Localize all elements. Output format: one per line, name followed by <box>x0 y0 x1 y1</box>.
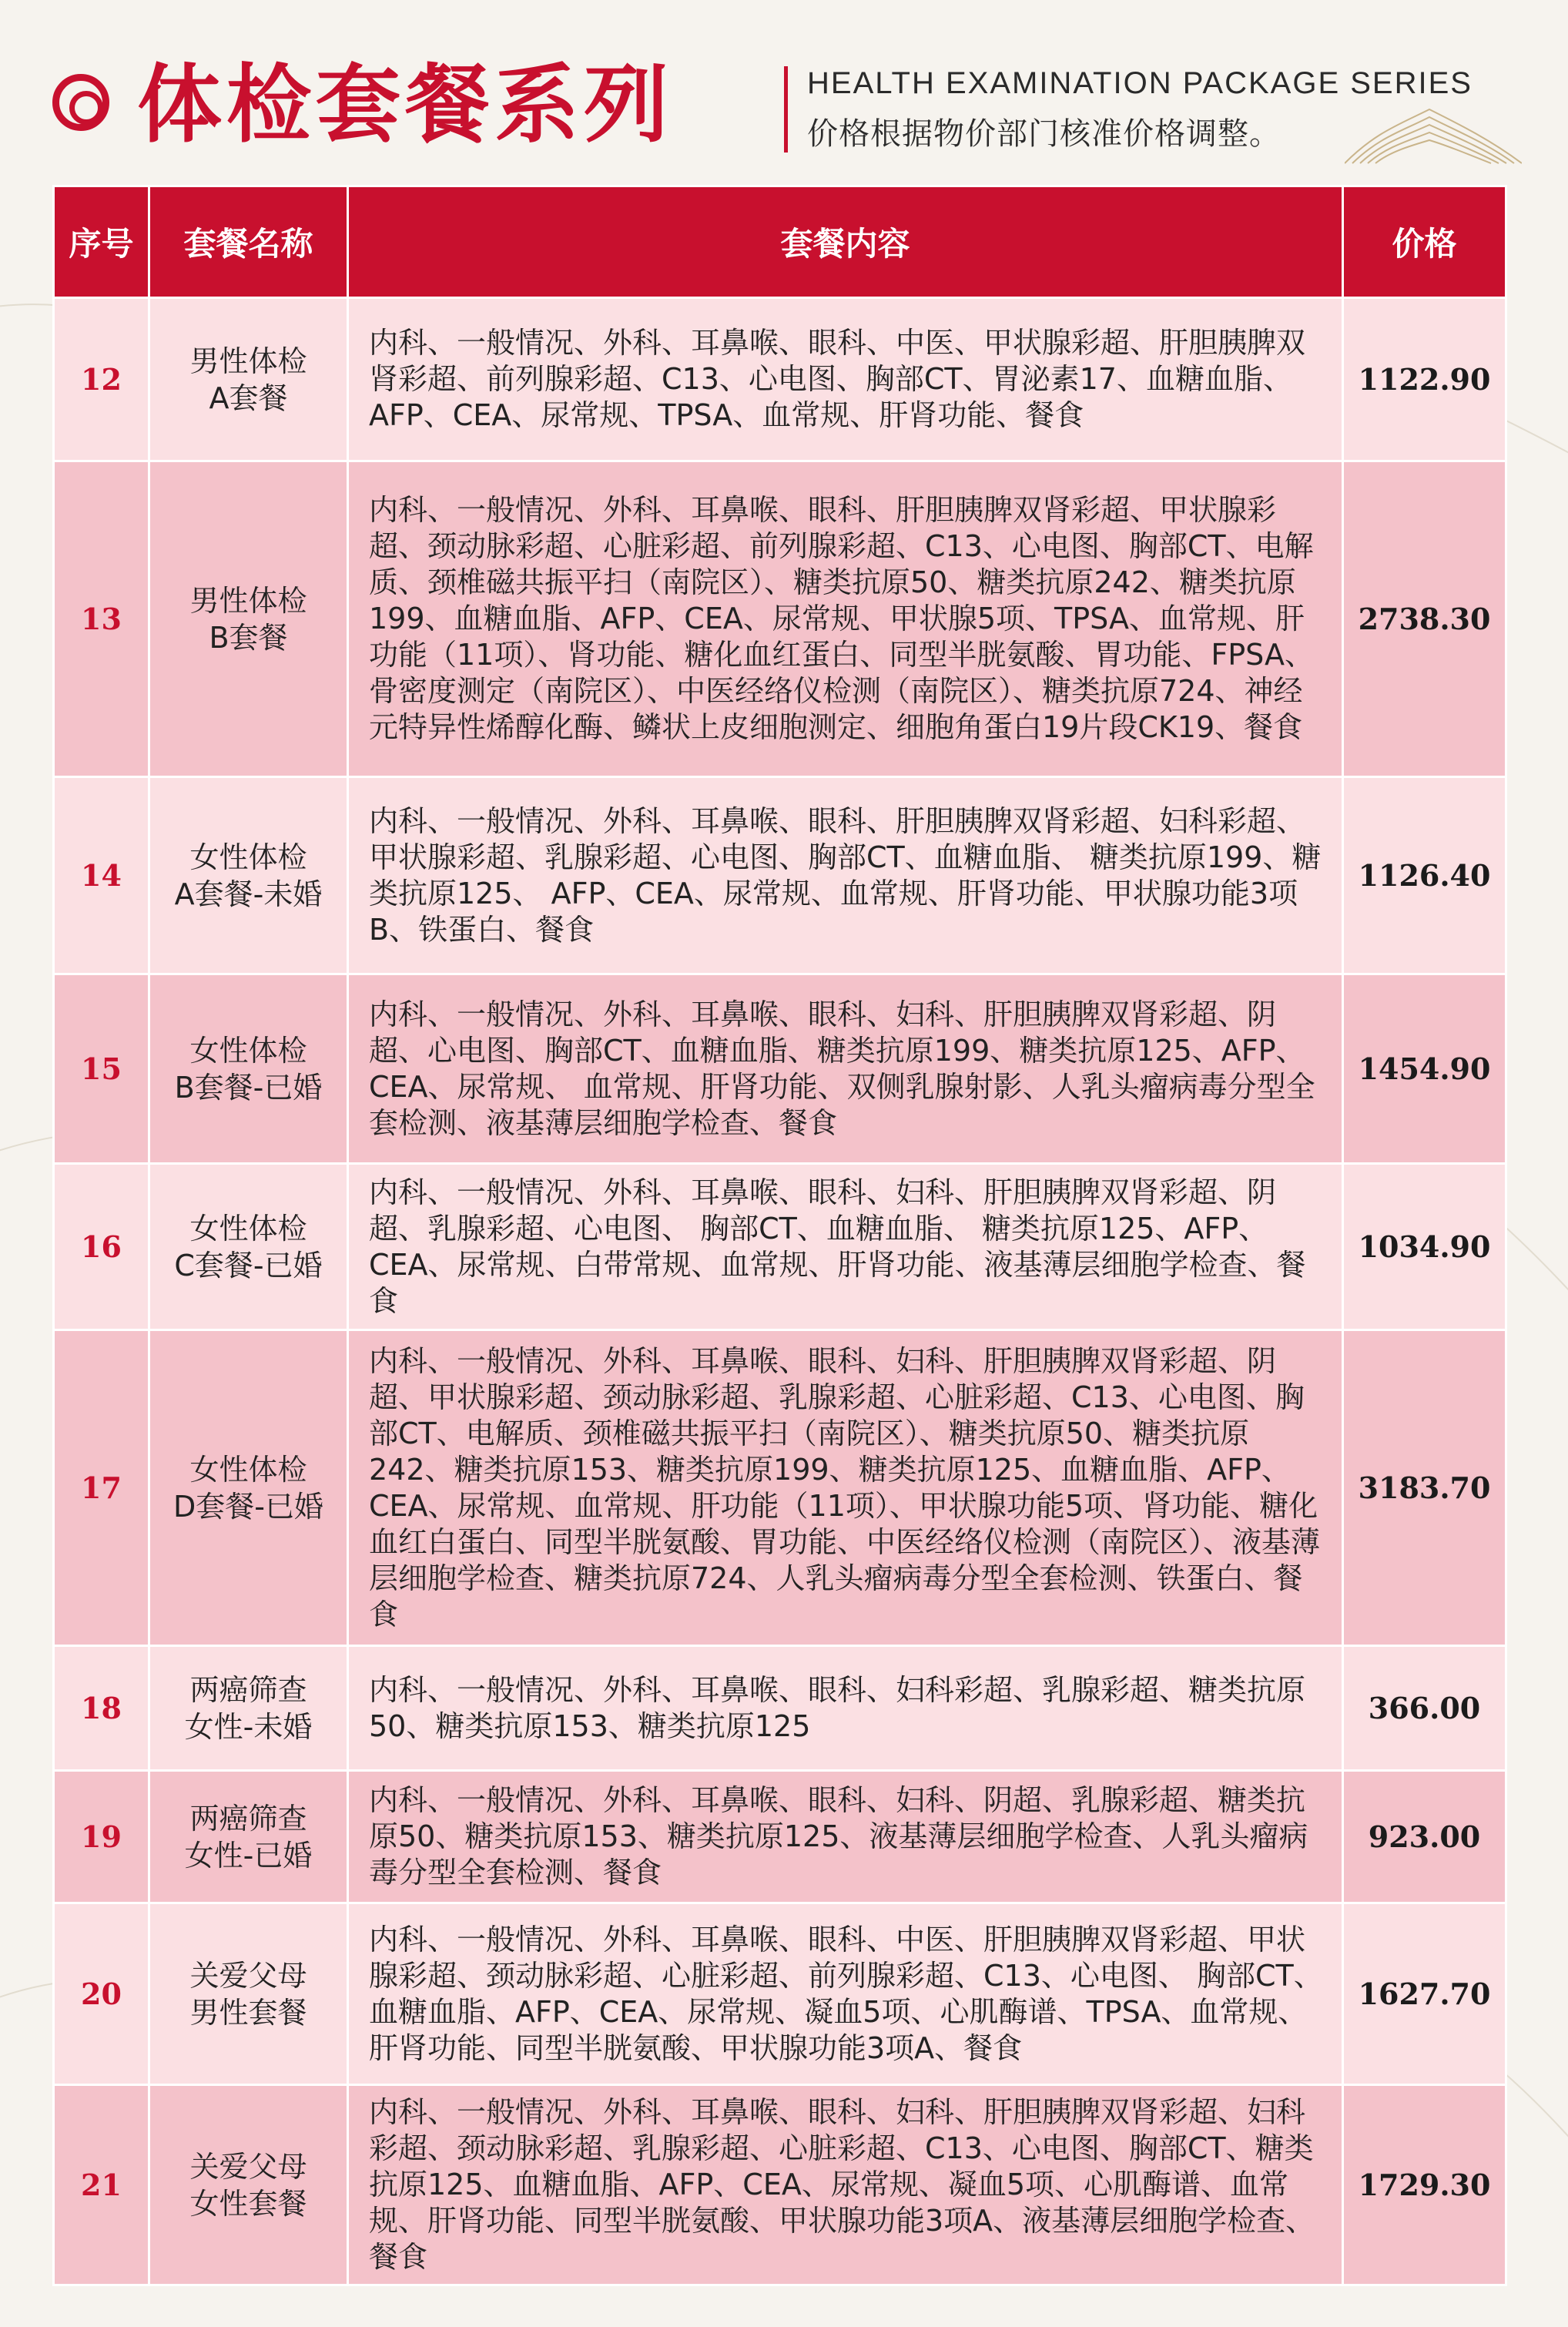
package-name-line: A套餐 <box>209 381 288 415</box>
row-package-name <box>149 1330 348 1646</box>
row-package-name <box>149 1164 348 1330</box>
row-package-name <box>149 1646 348 1771</box>
row-price: 1126.40 <box>1343 777 1506 974</box>
row-price: 1034.90 <box>1343 1164 1506 1330</box>
row-seq: 13 <box>54 461 149 777</box>
column-header-content: 套餐内容 <box>348 186 1343 298</box>
row-package-content: 内科、一般情况、外科、耳鼻喉、眼科、中医、肝胆胰脾双肾彩超、甲状腺彩超、颈动脉彩超、心脏彩超、前列腺彩超、C13、心电图、 胸部CT、血糖血脂、AFP、CEA、尿常规、凝血5项、心肌酶谱、TPSA、血常规、肝肾功能、同型半胱氨酸、甲状腺功能3项A、餐食 <box>348 1903 1343 2085</box>
column-header-price: 价格 <box>1343 186 1506 298</box>
circle-target-icon <box>52 74 109 131</box>
column-header-seq: 序号 <box>54 186 149 298</box>
package-name-line: D套餐-已婚 <box>173 1489 323 1524</box>
row-package-content: 内科、一般情况、外科、耳鼻喉、眼科、妇科、肝胆胰脾双肾彩超、妇科彩超、颈动脉彩超、乳腺彩超、心脏彩超、C13、心电图、胸部CT、糖类抗原125、血糖血脂、AFP、CEA、尿常规、凝血5项、心肌酶谱、血常规、肝肾功能、同型半胱氨酸、甲状腺功能3项A、液基薄层细胞学检查、餐食 <box>348 2085 1343 2285</box>
package-name-line: 两癌筛查 <box>189 1801 307 1836</box>
row-price: 1627.70 <box>1343 1903 1506 2085</box>
row-package-name <box>149 974 348 1164</box>
table-row <box>54 1903 1506 2085</box>
package-name-line: 女性体检 <box>189 1452 307 1487</box>
mountain-decoration-icon <box>1345 86 1522 171</box>
row-price: 923.00 <box>1343 1771 1506 1903</box>
row-package-content: 内科、一般情况、外科、耳鼻喉、眼科、妇科、肝胆胰脾双肾彩超、阴超、心电图、胸部CT、血糖血脂、糖类抗原199、糖类抗原125、AFP、CEA、尿常规、 血常规、肝肾功能、双侧乳腺射影、人乳头瘤病毒分型全套检测、液基薄层细胞学检查、餐食 <box>348 974 1343 1164</box>
row-package-name <box>149 2085 348 2285</box>
row-seq: 18 <box>54 1646 149 1771</box>
row-price: 3183.70 <box>1343 1330 1506 1646</box>
row-seq: 12 <box>54 298 149 461</box>
title-divider <box>784 66 788 153</box>
row-seq: 17 <box>54 1330 149 1646</box>
package-name-line: 男性体检 <box>189 344 307 378</box>
package-name-line: 男性套餐 <box>189 1995 307 2030</box>
package-name-line: 两癌筛查 <box>189 1672 307 1707</box>
table-header-row <box>54 186 1506 298</box>
package-name-line: 女性体检 <box>189 840 307 874</box>
package-name-line: C套餐-已婚 <box>174 1248 323 1283</box>
row-package-content: 内科、一般情况、外科、耳鼻喉、眼科、肝胆胰脾双肾彩超、妇科彩超、甲状腺彩超、乳腺彩超、心电图、胸部CT、血糖血脂、 糖类抗原199、糖类抗原125、 AFP、CEA、尿常规、血常规、肝肾功能、甲状腺功能3项B、铁蛋白、餐食 <box>348 777 1343 974</box>
row-price: 1122.90 <box>1343 298 1506 461</box>
row-package-name <box>149 1903 348 2085</box>
row-price: 2738.30 <box>1343 461 1506 777</box>
package-name-line: A套餐-未婚 <box>174 877 323 911</box>
package-name-line: 女性-未婚 <box>184 1709 313 1744</box>
row-package-name <box>149 298 348 461</box>
package-name-line: B套餐-已婚 <box>174 1070 323 1105</box>
row-seq: 15 <box>54 974 149 1164</box>
package-name-line: 关爱父母 <box>189 1958 307 1993</box>
subtitle-english: HEALTH EXAMINATION PACKAGE SERIES <box>807 66 1473 100</box>
table-row <box>54 2085 1506 2285</box>
package-table <box>52 185 1507 2286</box>
table-row <box>54 298 1506 461</box>
row-package-name <box>149 1771 348 1903</box>
row-package-content: 内科、一般情况、外科、耳鼻喉、眼科、妇科、肝胆胰脾双肾彩超、阴超、乳腺彩超、心电图、 胸部CT、血糖血脂、 糖类抗原125、AFP、CEA、尿常规、白带常规、血常规、肝肾功能、液基薄层细胞学检查、餐食 <box>348 1164 1343 1330</box>
subtitle-note: 价格根据物价部门核准价格调整。 <box>807 116 1281 152</box>
table-row <box>54 777 1506 974</box>
package-name-line: 女性-已婚 <box>184 1838 313 1873</box>
row-package-content: 内科、一般情况、外科、耳鼻喉、眼科、妇科彩超、乳腺彩超、糖类抗原50、糖类抗原153、糖类抗原125 <box>348 1646 1343 1771</box>
column-header-name: 套餐名称 <box>149 186 348 298</box>
table-row <box>54 1646 1506 1771</box>
package-name-line: 男性体检 <box>189 583 307 618</box>
row-seq: 14 <box>54 777 149 974</box>
package-name-line: 女性体检 <box>189 1033 307 1068</box>
row-package-name <box>149 461 348 777</box>
row-seq: 21 <box>54 2085 149 2285</box>
package-name-line: 女性体检 <box>189 1211 307 1246</box>
table-row <box>54 1164 1506 1330</box>
row-price: 1454.90 <box>1343 974 1506 1164</box>
row-package-name <box>149 777 348 974</box>
row-package-content: 内科、一般情况、外科、耳鼻喉、眼科、妇科、肝胆胰脾双肾彩超、阴超、甲状腺彩超、颈动脉彩超、乳腺彩超、心脏彩超、C13、心电图、胸部CT、电解质、颈椎磁共振平扫（南院区）、糖类抗原50、糖类抗原242、糖类抗原153、糖类抗原199、糖类抗原125、血糖血脂、AFP、CEA、尿常规、血常规、肝功能（11项）、甲状腺功能5项、肾功能、糖化血红白蛋白、同型半胱氨酸、胃功能、中医经络仪检测（南院区）、液基薄层细胞学检查、糖类抗原724、人乳头瘤病毒分型全套检测、铁蛋白、餐食 <box>348 1330 1343 1646</box>
row-price: 1729.30 <box>1343 2085 1506 2285</box>
package-name-line: 关爱父母 <box>189 2149 307 2184</box>
table-row <box>54 1330 1506 1646</box>
row-seq: 19 <box>54 1771 149 1903</box>
row-package-content: 内科、一般情况、外科、耳鼻喉、眼科、中医、甲状腺彩超、肝胆胰脾双肾彩超、前列腺彩超、C13、心电图、胸部CT、胃泌素17、血糖血脂、AFP、CEA、尿常规、TPSA、血常规、肝肾功能、餐食 <box>348 298 1343 461</box>
row-package-content: 内科、一般情况、外科、耳鼻喉、眼科、肝胆胰脾双肾彩超、甲状腺彩超、颈动脉彩超、心脏彩超、前列腺彩超、C13、心电图、胸部CT、电解质、颈椎磁共振平扫（南院区）、糖类抗原50、糖类抗原242、糖类抗原199、血糖血脂、AFP、CEA、尿常规、甲状腺5项、TPSA、血常规、肝功能（11项）、肾功能、糖化血红蛋白、同型半胱氨酸、胃功能、FPSA、骨密度测定（南院区）、中医经络仪检测（南院区）、糖类抗原724、神经元特异性烯醇化酶、鳞状上皮细胞测定、细胞角蛋白19片段CK19、餐食 <box>348 461 1343 777</box>
page-header <box>52 55 1522 163</box>
table-row <box>54 1771 1506 1903</box>
table-row <box>54 974 1506 1164</box>
page-title: 体检套餐系列 <box>137 55 673 154</box>
table-row <box>54 461 1506 777</box>
row-seq: 16 <box>54 1164 149 1330</box>
row-seq: 20 <box>54 1903 149 2085</box>
row-price: 366.00 <box>1343 1646 1506 1771</box>
row-package-content: 内科、一般情况、外科、耳鼻喉、眼科、妇科、阴超、乳腺彩超、糖类抗原50、糖类抗原153、糖类抗原125、液基薄层细胞学检查、人乳头瘤病毒分型全套检测、餐食 <box>348 1771 1343 1903</box>
package-name-line: 女性套餐 <box>189 2186 307 2221</box>
package-name-line: B套餐 <box>209 620 288 655</box>
